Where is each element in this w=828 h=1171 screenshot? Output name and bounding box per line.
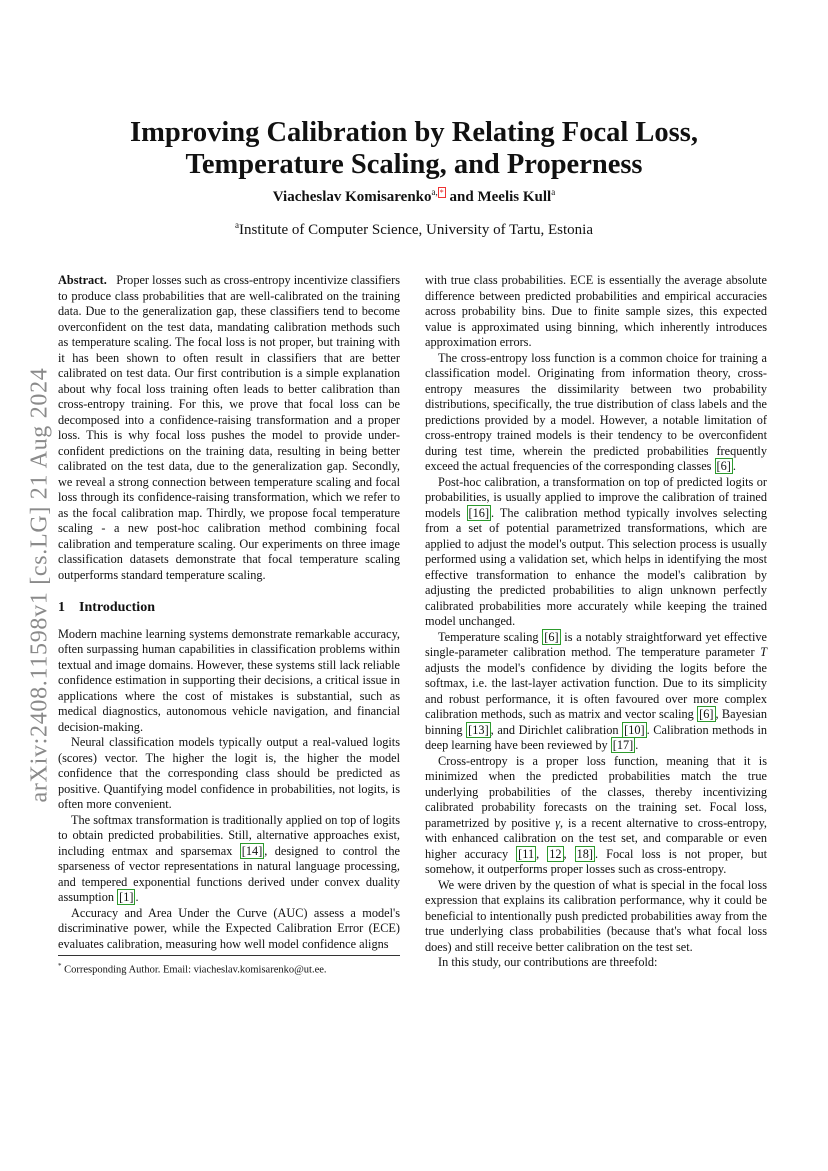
affiliation-marker: a, *	[431, 187, 444, 197]
citation-link[interactable]: [16]	[468, 505, 490, 520]
paragraph: Accuracy and Area Under the Curve (AUC) assess a model's discriminative power, while the Expected Calibration Error (ECE) evaluates calibration, measuring how well model confidence aligns	[58, 905, 400, 951]
author-name: Viacheslav Komisarenko	[272, 189, 432, 205]
citation-link[interactable]: [10]	[624, 722, 645, 737]
citation-link[interactable]: [6]	[716, 459, 731, 473]
abstract	[58, 273, 400, 583]
affiliation-marker: a	[234, 220, 239, 230]
footnote-text: Corresponding Author. Email: viacheslav.komisarenko@ut.ee.	[61, 964, 327, 976]
citation-link[interactable]: [13]	[468, 722, 489, 737]
citation-link[interactable]: [6]	[544, 629, 559, 644]
citation-link[interactable]: [11	[518, 846, 535, 861]
author-connector: and	[445, 189, 478, 205]
section-number: 1	[58, 600, 65, 615]
abstract-heading: Abstract.	[58, 273, 107, 287]
citation-link[interactable]: 18]	[576, 846, 594, 861]
paragraph: Temperature scaling [6] is a notably straightforward yet effective single-parameter calibration method. The temperature parameter T adjusts the model's confidence by dividing the logits before the softmax, i.e. the last-layer activation function. Due to its simplicity and robust performance, it is often favoured over more complex calibration methods, such as matrix and vector scaling [6] , Bayesian binning [13] , and Dirichlet calibration [10] . Calibration methods in deep learning have been reviewed by [17] .	[425, 629, 768, 752]
paragraph: We were driven by the question of what is special in the focal loss expression that explains its calibration performance, why it could be beneficial to intentionally push predicted probabilities away from the true underlying class probabilities (because that's what focal loss does) and still receive better calibration on the test set.	[425, 877, 767, 954]
author-name: Meelis Kull	[477, 189, 552, 205]
paragraph: with true class probabilities. ECE is essentially the average absolute difference between predicted probabilities and empirical accuracies across probability bins. Due to finite sample sizes, this expected value is approximated using binning, which inherently introduces approximation errors.	[425, 273, 767, 349]
citation-link[interactable]: [1]	[119, 890, 134, 904]
right-column	[425, 273, 767, 971]
affiliation	[90, 220, 738, 239]
paper-title: Improving Calibration by Relating Focal Loss, Temperature Scaling, and Properness	[130, 117, 698, 180]
footnote-link[interactable]: *	[439, 188, 444, 197]
left-column	[58, 273, 400, 952]
citation-link[interactable]: [14]	[241, 843, 263, 858]
math-symbol: T	[760, 645, 767, 659]
citation-link[interactable]: 12	[549, 846, 562, 861]
abstract-text: Proper losses such as cross-entropy incentivize classifiers to produce class probabilities that are well-calibrated on the training data. Due to the generalization gap, these classifiers tend to become overconfident on the test data, mandating calibration methods such as temperature scaling. The focal loss is not proper, but training with it has been shown to often result in classifiers that are better calibrated on test data. Our first contribution is a simple explanation about why focal loss training often leads to better calibration than cross-entropy training. For this, we prove that focal loss can be decomposed into a confidence-raising transformation and a proper loss. This is why focal loss pushes the model to provide under-confident predictions on the training data, resulting in being better calibrated on the test data, due to the generalization gap. Secondly, we reveal a strong connection between temperature scaling and focal loss through its confidence-raising transformation, which we refer to as the focal calibration map. Thirdly, we propose focal temperature scaling - a new post-hoc calibration method combining focal calibration and temperature scaling. Our experiments on three image classification datasets demonstrate that focal temperature scaling outperforms standard temperature scaling.	[58, 273, 400, 582]
paragraph: In this study, our contributions are threefold:	[438, 955, 658, 969]
paragraph: Modern machine learning systems demonstrate remarkable accuracy, often surpassing human capabilities in classification problems within textual and image domains. However, these systems still lack reliable confidence estimation in supporting their decisions, a critical issue in applications where the cost of mistakes is substantial, such as medical diagnostics, autonomous vehicle navigation, and financial decision-making.	[58, 626, 400, 734]
citation-link[interactable]: [6]	[699, 707, 714, 721]
footnote-divider	[58, 955, 400, 956]
math-symbol: γ	[555, 815, 561, 830]
footnote	[58, 960, 400, 977]
paragraph: The softmax transformation is traditionally applied on top of logits to obtain predicted probabilities. Still, alternative approaches exist, including entmax and sparsemax [14] , designed to control the sparseness of vector representations in natural language processing, and tempered exponential functions derived under convex duality assumption [1] .	[58, 812, 400, 904]
citation-link[interactable]: [17]	[612, 738, 634, 752]
arxiv-identifier-stamp: arXiv:2408.11598v1 [cs.LG] 21 Aug 2024	[26, 367, 53, 803]
section-title: Introduction	[79, 600, 155, 615]
paragraph: The cross-entropy loss function is a common choice for training a classification model. Originating from information theory, cross-entropy measures the dissimilarity between two probability distributions, specifically, the true distribution of class labels and the predictions provided by a model. However, a notable limitation of cross-entropy trained models is their tendency to be overconfident during test time, wherein the predicted probabilities frequently exceed the actual frequencies of the corresponding classes [6] .	[425, 350, 767, 473]
affiliation-text: Institute of Computer Science, University of Tartu, Estonia	[238, 222, 594, 238]
paragraph: Cross-entropy is a proper loss function, meaning that it is minimized when the predicted probabilities match the true underlying probabilities of the classes, thereby incentivizing calibrated probability forecasts on the training set. Focal loss, parametrized by positive γ, is a recent alternative to cross-entropy, with enhanced calibration on the test set, and comparable or even higher accuracy [11 , 12 , 18] . Focal loss is not proper, but somehow, it outperforms proper losses such as cross-entropy.	[425, 753, 768, 876]
affiliation-marker: a	[551, 187, 556, 197]
footnote-mark: *	[58, 962, 62, 970]
section-heading-introduction	[58, 600, 400, 616]
paragraph: Post-hoc calibration, a transformation on top of predicted logits or probabilities, is usually applied to improve the calibration of trained models [16] . The calibration method typically involves selecting from a set of potential parametrized transformations, which are applied to adjust the model's output. This selection process is usually performed using a validation set, which helps in identifying the most effective transformation to enhance the model's calibration by adjusting the predicted probabilities to align unknown perfectly calibrated probabilities more accurately while keeping the trained model unchanged.	[425, 474, 767, 628]
paragraph: Neural classification models typically output a real-valued logits (scores) vector. The higher the logit is, the higher the model confidence that the corresponding class should be predicted as positive. Quantifying model confidence in probabilities, not logits, is often more convenient.	[58, 735, 400, 811]
author-list	[90, 187, 738, 206]
